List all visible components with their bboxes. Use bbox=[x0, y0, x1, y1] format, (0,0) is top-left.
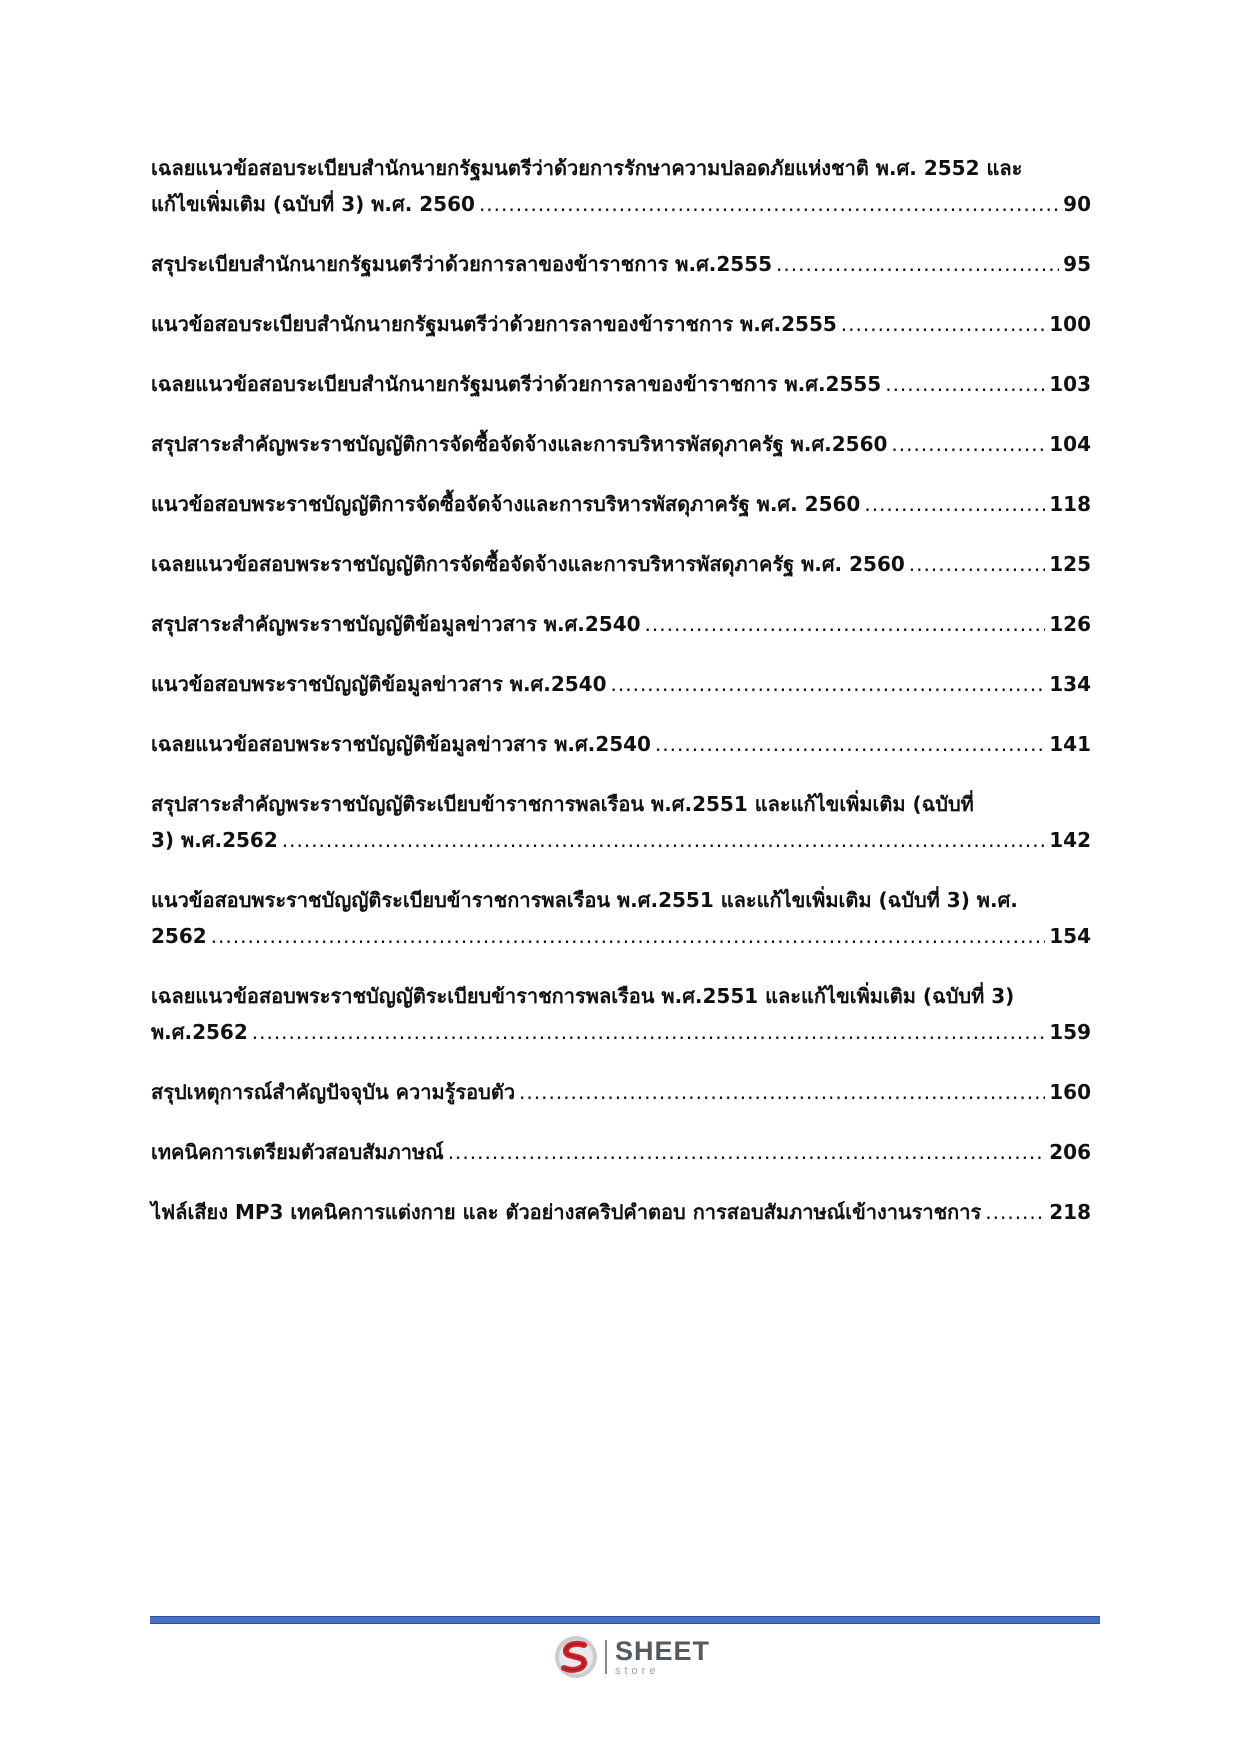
toc-entry[interactable] bbox=[151, 1074, 1091, 1110]
toc-entry-title: 3) พ.ศ.2562 bbox=[151, 828, 278, 852]
dot-leader bbox=[252, 1014, 1046, 1050]
dot-leader bbox=[885, 366, 1045, 402]
toc-entry-title: ไฟล์เสียง MP3 เทคนิคการแต่งกาย และ ตัวอย่างสคริปคำตอบ การสอบสัมภาษณ์เข้างานราชการ bbox=[151, 1200, 982, 1224]
toc-page-number: 118 bbox=[1049, 492, 1091, 516]
logo-divider bbox=[605, 1640, 607, 1674]
toc-entry-title-line1: แนวข้อสอบพระราชบัญญัติระเบียบข้าราชการพลเรือน พ.ศ.2551 และแก้ไขเพิ่มเติม (ฉบับที่ 3) พ.ศ. bbox=[151, 888, 1018, 912]
dot-leader bbox=[841, 306, 1045, 342]
toc-entry-title-line1: เฉลยแนวข้อสอบพระราชบัญญัติระเบียบข้าราชการพลเรือน พ.ศ.2551 และแก้ไขเพิ่มเติม (ฉบับที่ 3) bbox=[151, 984, 1015, 1008]
toc-entry-title: แนวข้อสอบพระราชบัญญัติการจัดซื้อจัดจ้างและการบริหารพัสดุภาครัฐ พ.ศ. 2560 bbox=[151, 492, 861, 516]
dot-leader bbox=[655, 726, 1045, 762]
toc-entry[interactable] bbox=[151, 606, 1091, 642]
toc-entry[interactable] bbox=[151, 486, 1091, 522]
dot-leader bbox=[611, 666, 1046, 702]
dot-leader bbox=[891, 426, 1045, 462]
toc-entry-title: เฉลยแนวข้อสอบพระราชบัญญัติข้อมูลข่าวสาร พ.ศ.2540 bbox=[151, 732, 651, 756]
toc-entry-title: สรุปสาระสำคัญพระราชบัญญัติการจัดซื้อจัดจ้างและการบริหารพัสดุภาครัฐ พ.ศ.2560 bbox=[151, 432, 888, 456]
toc-entry-title: 2562 bbox=[151, 924, 207, 948]
logo-subtext: store bbox=[615, 1664, 660, 1677]
toc-entry-title: สรุปสาระสำคัญพระราชบัญญัติข้อมูลข่าวสาร พ.ศ.2540 bbox=[151, 612, 641, 636]
toc-entry-title: เฉลยแนวข้อสอบระเบียบสำนักนายกรัฐมนตรีว่าด้วยการลาของข้าราชการ พ.ศ.2555 bbox=[151, 372, 882, 396]
toc-entry-title: สรุปเหตุการณ์สำคัญปัจจุบัน ความรู้รอบตัว bbox=[151, 1080, 516, 1104]
toc-entry[interactable] bbox=[151, 366, 1091, 402]
toc-entry[interactable] bbox=[151, 786, 1091, 858]
toc-page-number: 125 bbox=[1049, 552, 1091, 576]
table-of-contents bbox=[151, 150, 1091, 1254]
dot-leader bbox=[479, 186, 1059, 222]
toc-entry-title: แนวข้อสอบพระราชบัญญัติข้อมูลข่าวสาร พ.ศ.2540 bbox=[151, 672, 607, 696]
toc-page-number: 141 bbox=[1049, 732, 1091, 756]
dot-leader bbox=[448, 1134, 1046, 1170]
toc-page-number: 126 bbox=[1049, 612, 1091, 636]
dot-leader bbox=[776, 246, 1059, 282]
toc-entry[interactable] bbox=[151, 1194, 1091, 1230]
toc-entry[interactable] bbox=[151, 1134, 1091, 1170]
toc-entry[interactable] bbox=[151, 726, 1091, 762]
toc-page-number: 95 bbox=[1063, 252, 1091, 276]
toc-entry-title: แก้ไขเพิ่มเติม (ฉบับที่ 3) พ.ศ. 2560 bbox=[151, 192, 475, 216]
dot-leader bbox=[864, 486, 1045, 522]
toc-page-number: 142 bbox=[1049, 828, 1091, 852]
toc-page-number: 90 bbox=[1063, 192, 1091, 216]
toc-entry[interactable] bbox=[151, 426, 1091, 462]
dot-leader bbox=[519, 1074, 1045, 1110]
toc-page-number: 104 bbox=[1049, 432, 1091, 456]
toc-entry[interactable] bbox=[151, 306, 1091, 342]
toc-entry[interactable] bbox=[151, 978, 1091, 1050]
toc-page-number: 154 bbox=[1049, 924, 1091, 948]
toc-entry-title-line1: เฉลยแนวข้อสอบระเบียบสำนักนายกรัฐมนตรีว่าด้วยการรักษาความปลอดภัยแห่งชาติ พ.ศ. 2552 และ bbox=[151, 156, 1023, 180]
sheet-store-s-logo-icon bbox=[553, 1634, 599, 1680]
sheet-store-logo bbox=[553, 1632, 710, 1682]
toc-page-number: 100 bbox=[1049, 312, 1091, 336]
toc-page-number: 103 bbox=[1049, 372, 1091, 396]
toc-entry[interactable] bbox=[151, 546, 1091, 582]
toc-page-number: 206 bbox=[1049, 1140, 1091, 1164]
toc-entry[interactable] bbox=[151, 666, 1091, 702]
dot-leader bbox=[985, 1194, 1045, 1230]
toc-entry-title: เฉลยแนวข้อสอบพระราชบัญญัติการจัดซื้อจัดจ้างและการบริหารพัสดุภาครัฐ พ.ศ. 2560 bbox=[151, 552, 905, 576]
toc-entry-title: เทคนิคการเตรียมตัวสอบสัมภาษณ์ bbox=[151, 1140, 444, 1164]
toc-page-number: 134 bbox=[1049, 672, 1091, 696]
toc-page-number: 160 bbox=[1049, 1080, 1091, 1104]
dot-leader bbox=[211, 918, 1046, 954]
logo-wordmark: SHEET bbox=[615, 1635, 711, 1666]
dot-leader bbox=[909, 546, 1045, 582]
toc-page-number: 159 bbox=[1049, 1020, 1091, 1044]
dot-leader bbox=[282, 822, 1045, 858]
footer-rule bbox=[150, 1616, 1100, 1624]
toc-entry-title: พ.ศ.2562 bbox=[151, 1020, 248, 1044]
toc-entry-title-line1: สรุปสาระสำคัญพระราชบัญญัติระเบียบข้าราชการพลเรือน พ.ศ.2551 และแก้ไขเพิ่มเติม (ฉบับที่ bbox=[151, 792, 974, 816]
toc-entry-title: สรุประเบียบสำนักนายกรัฐมนตรีว่าด้วยการลาของข้าราชการ พ.ศ.2555 bbox=[151, 252, 773, 276]
toc-page-number: 218 bbox=[1049, 1200, 1091, 1224]
toc-entry[interactable] bbox=[151, 882, 1091, 954]
toc-entry[interactable] bbox=[151, 246, 1091, 282]
dot-leader bbox=[645, 606, 1046, 642]
toc-entry[interactable] bbox=[151, 150, 1091, 222]
toc-entry-title: แนวข้อสอบระเบียบสำนักนายกรัฐมนตรีว่าด้วยการลาของข้าราชการ พ.ศ.2555 bbox=[151, 312, 837, 336]
